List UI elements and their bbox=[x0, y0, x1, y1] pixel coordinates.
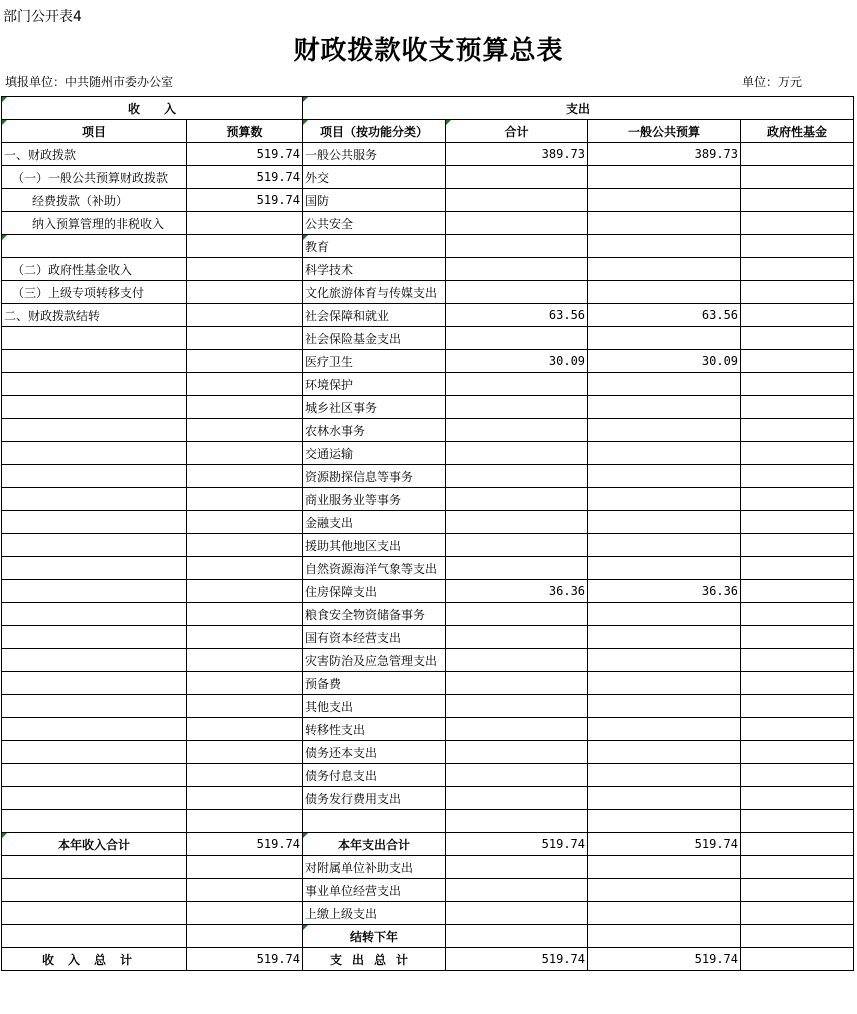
expense-item: 转移性支出 bbox=[303, 718, 446, 741]
table-row bbox=[2, 511, 854, 534]
expense-fund bbox=[741, 580, 854, 603]
income-item bbox=[2, 373, 187, 396]
table-row bbox=[2, 304, 854, 327]
year-income-total-label: 本年收入合计 bbox=[2, 833, 187, 856]
grand-total-row bbox=[2, 948, 854, 971]
expense-total bbox=[446, 488, 588, 511]
table-row bbox=[2, 143, 854, 166]
expense-general bbox=[588, 718, 741, 741]
expense-item: 文化旅游体育与传媒支出 bbox=[303, 281, 446, 304]
table-row bbox=[2, 925, 854, 948]
income-value bbox=[187, 787, 303, 810]
expense-general bbox=[588, 810, 741, 833]
expense-total bbox=[446, 557, 588, 580]
income-item bbox=[2, 649, 187, 672]
expense-fund bbox=[741, 143, 854, 166]
income-value bbox=[187, 212, 303, 235]
expense-general bbox=[588, 764, 741, 787]
expense-general bbox=[588, 557, 741, 580]
expense-item bbox=[303, 810, 446, 833]
income-value bbox=[187, 580, 303, 603]
expense-item: 上缴上级支出 bbox=[303, 902, 446, 925]
expense-general bbox=[588, 235, 741, 258]
expense-general bbox=[588, 787, 741, 810]
expense-total bbox=[446, 442, 588, 465]
table-row bbox=[2, 419, 854, 442]
expense-fund bbox=[741, 281, 854, 304]
expense-item: 债务发行费用支出 bbox=[303, 787, 446, 810]
expense-general bbox=[588, 511, 741, 534]
income-item: （二）政府性基金收入 bbox=[2, 258, 187, 281]
year-expense-general: 519.74 bbox=[588, 833, 741, 856]
expense-total: 36.36 bbox=[446, 580, 588, 603]
table-row bbox=[2, 281, 854, 304]
income-value bbox=[187, 626, 303, 649]
expense-fund bbox=[741, 902, 854, 925]
unit-label: 单位：万元 bbox=[742, 75, 803, 89]
expense-fund bbox=[741, 373, 854, 396]
expense-fund bbox=[741, 557, 854, 580]
expense-general bbox=[588, 534, 741, 557]
income-item bbox=[2, 419, 187, 442]
expense-general bbox=[588, 856, 741, 879]
expense-item: 社会保险基金支出 bbox=[303, 327, 446, 350]
col-item: 项目 bbox=[2, 120, 187, 143]
expense-fund bbox=[741, 879, 854, 902]
expense-fund bbox=[741, 672, 854, 695]
income-value bbox=[187, 511, 303, 534]
expense-general bbox=[588, 649, 741, 672]
table-row bbox=[2, 580, 854, 603]
expense-total bbox=[446, 258, 588, 281]
table-row bbox=[2, 488, 854, 511]
expense-item: 外交 bbox=[303, 166, 446, 189]
expense-general bbox=[588, 672, 741, 695]
col-budget: 预算数 bbox=[187, 120, 303, 143]
table-row bbox=[2, 258, 854, 281]
expense-item: 教育 bbox=[303, 235, 446, 258]
expense-total bbox=[446, 235, 588, 258]
expense-total bbox=[446, 649, 588, 672]
year-income-total-value: 519.74 bbox=[187, 833, 303, 856]
expense-general bbox=[588, 396, 741, 419]
expense-total bbox=[446, 534, 588, 557]
expense-fund bbox=[741, 465, 854, 488]
table-row bbox=[2, 327, 854, 350]
income-item bbox=[2, 695, 187, 718]
income-item bbox=[2, 396, 187, 419]
table-row bbox=[2, 189, 854, 212]
income-item bbox=[2, 488, 187, 511]
expense-total bbox=[446, 718, 588, 741]
expense-header: 支出 bbox=[303, 97, 854, 120]
expense-total bbox=[446, 695, 588, 718]
expense-item: 结转下年 bbox=[303, 925, 446, 948]
expense-item: 环境保护 bbox=[303, 373, 446, 396]
income-value bbox=[187, 258, 303, 281]
table-row bbox=[2, 856, 854, 879]
expense-fund bbox=[741, 603, 854, 626]
expense-item: 医疗卫生 bbox=[303, 350, 446, 373]
table-row bbox=[2, 741, 854, 764]
page-title: 财政拨款收支预算总表 bbox=[293, 36, 564, 66]
table-row bbox=[2, 672, 854, 695]
expense-general: 389.73 bbox=[588, 143, 741, 166]
expense-fund bbox=[741, 925, 854, 948]
expense-fund bbox=[741, 212, 854, 235]
expense-fund bbox=[741, 741, 854, 764]
expense-item: 其他支出 bbox=[303, 695, 446, 718]
col-general: 一般公共预算 bbox=[588, 120, 741, 143]
grand-income-total-label: 收入总计 bbox=[2, 948, 187, 971]
year-expense-total-label: 本年支出合计 bbox=[303, 833, 446, 856]
income-item bbox=[2, 350, 187, 373]
expense-fund bbox=[741, 327, 854, 350]
income-value: 519.74 bbox=[187, 166, 303, 189]
income-item bbox=[2, 902, 187, 925]
col-func-item: 项目（按功能分类） bbox=[303, 120, 446, 143]
expense-fund bbox=[741, 258, 854, 281]
income-value bbox=[187, 304, 303, 327]
table-row bbox=[2, 350, 854, 373]
table-row bbox=[2, 396, 854, 419]
table-row bbox=[2, 603, 854, 626]
expense-total: 63.56 bbox=[446, 304, 588, 327]
income-item: 经费拨款（补助） bbox=[2, 189, 187, 212]
year-total-row bbox=[2, 833, 854, 856]
year-expense-total: 519.74 bbox=[446, 833, 588, 856]
expense-fund bbox=[741, 350, 854, 373]
expense-total bbox=[446, 879, 588, 902]
expense-general bbox=[588, 465, 741, 488]
expense-general bbox=[588, 212, 741, 235]
income-value bbox=[187, 534, 303, 557]
expense-item: 灾害防治及应急管理支出 bbox=[303, 649, 446, 672]
income-value bbox=[187, 902, 303, 925]
expense-general bbox=[588, 373, 741, 396]
expense-general bbox=[588, 603, 741, 626]
expense-general bbox=[588, 925, 741, 948]
expense-fund bbox=[741, 488, 854, 511]
income-value bbox=[187, 741, 303, 764]
table-row bbox=[2, 902, 854, 925]
expense-item: 住房保障支出 bbox=[303, 580, 446, 603]
col-fund: 政府性基金 bbox=[741, 120, 854, 143]
expense-fund bbox=[741, 396, 854, 419]
expense-total bbox=[446, 511, 588, 534]
income-item: （一）一般公共预算财政拨款 bbox=[2, 166, 187, 189]
income-item bbox=[2, 235, 187, 258]
income-value bbox=[187, 396, 303, 419]
expense-general bbox=[588, 488, 741, 511]
expense-general bbox=[588, 902, 741, 925]
expense-total bbox=[446, 419, 588, 442]
table-row bbox=[2, 235, 854, 258]
income-value bbox=[187, 879, 303, 902]
expense-total bbox=[446, 810, 588, 833]
income-value bbox=[187, 419, 303, 442]
income-value bbox=[187, 925, 303, 948]
expense-item: 公共安全 bbox=[303, 212, 446, 235]
expense-item: 债务还本支出 bbox=[303, 741, 446, 764]
income-value bbox=[187, 488, 303, 511]
table-row bbox=[2, 626, 854, 649]
expense-total bbox=[446, 741, 588, 764]
expense-item: 债务付息支出 bbox=[303, 764, 446, 787]
grand-expense-fund bbox=[741, 948, 854, 971]
income-value bbox=[187, 764, 303, 787]
expense-total bbox=[446, 166, 588, 189]
expense-item: 交通运输 bbox=[303, 442, 446, 465]
income-value bbox=[187, 603, 303, 626]
expense-item: 预备费 bbox=[303, 672, 446, 695]
income-item bbox=[2, 626, 187, 649]
expense-general: 63.56 bbox=[588, 304, 741, 327]
expense-total bbox=[446, 856, 588, 879]
table-row bbox=[2, 787, 854, 810]
expense-total: 389.73 bbox=[446, 143, 588, 166]
expense-total bbox=[446, 465, 588, 488]
grand-expense-total: 519.74 bbox=[446, 948, 588, 971]
col-total: 合计 bbox=[446, 120, 588, 143]
expense-general bbox=[588, 327, 741, 350]
income-item bbox=[2, 879, 187, 902]
income-item bbox=[2, 465, 187, 488]
expense-item: 资源勘探信息等事务 bbox=[303, 465, 446, 488]
table-row bbox=[2, 810, 854, 833]
income-value bbox=[187, 373, 303, 396]
expense-item: 一般公共服务 bbox=[303, 143, 446, 166]
expense-general bbox=[588, 419, 741, 442]
income-value bbox=[187, 557, 303, 580]
income-value bbox=[187, 718, 303, 741]
income-value bbox=[187, 856, 303, 879]
income-item bbox=[2, 787, 187, 810]
grand-expense-general: 519.74 bbox=[588, 948, 741, 971]
expense-item: 对附属单位补助支出 bbox=[303, 856, 446, 879]
expense-fund bbox=[741, 856, 854, 879]
table-row bbox=[2, 764, 854, 787]
expense-fund bbox=[741, 695, 854, 718]
grand-income-total-value: 519.74 bbox=[187, 948, 303, 971]
income-item bbox=[2, 764, 187, 787]
expense-fund bbox=[741, 235, 854, 258]
income-item bbox=[2, 557, 187, 580]
expense-item: 农林水事务 bbox=[303, 419, 446, 442]
expense-item: 社会保障和就业 bbox=[303, 304, 446, 327]
income-value: 519.74 bbox=[187, 143, 303, 166]
income-value: 519.74 bbox=[187, 189, 303, 212]
expense-item: 国有资本经营支出 bbox=[303, 626, 446, 649]
expense-item: 科学技术 bbox=[303, 258, 446, 281]
income-item bbox=[2, 580, 187, 603]
expense-fund bbox=[741, 189, 854, 212]
expense-total bbox=[446, 373, 588, 396]
income-item bbox=[2, 442, 187, 465]
table-row bbox=[2, 695, 854, 718]
expense-fund bbox=[741, 166, 854, 189]
expense-fund bbox=[741, 810, 854, 833]
expense-item: 援助其他地区支出 bbox=[303, 534, 446, 557]
income-item: （三）上级专项转移支付 bbox=[2, 281, 187, 304]
expense-general: 30.09 bbox=[588, 350, 741, 373]
expense-item: 商业服务业等事务 bbox=[303, 488, 446, 511]
income-item bbox=[2, 741, 187, 764]
expense-fund bbox=[741, 511, 854, 534]
grand-expense-total-label: 支出总计 bbox=[303, 948, 446, 971]
income-value bbox=[187, 695, 303, 718]
expense-general bbox=[588, 879, 741, 902]
table-row bbox=[2, 534, 854, 557]
expense-general bbox=[588, 626, 741, 649]
expense-item: 城乡社区事务 bbox=[303, 396, 446, 419]
table-row bbox=[2, 879, 854, 902]
income-item bbox=[2, 718, 187, 741]
year-expense-fund bbox=[741, 833, 854, 856]
expense-fund bbox=[741, 764, 854, 787]
expense-total bbox=[446, 764, 588, 787]
expense-total bbox=[446, 902, 588, 925]
table-row bbox=[2, 166, 854, 189]
expense-general: 36.36 bbox=[588, 580, 741, 603]
income-item: 纳入预算管理的非税收入 bbox=[2, 212, 187, 235]
expense-total bbox=[446, 327, 588, 350]
income-item: 一、财政拨款 bbox=[2, 143, 187, 166]
expense-general bbox=[588, 281, 741, 304]
income-value bbox=[187, 672, 303, 695]
expense-item: 粮食安全物资储备事务 bbox=[303, 603, 446, 626]
expense-total bbox=[446, 787, 588, 810]
expense-fund bbox=[741, 304, 854, 327]
expense-general bbox=[588, 741, 741, 764]
income-item bbox=[2, 511, 187, 534]
corner-label: 部门公开表4 bbox=[3, 9, 82, 25]
income-item bbox=[2, 925, 187, 948]
income-value bbox=[187, 281, 303, 304]
table-row bbox=[2, 373, 854, 396]
income-value bbox=[187, 810, 303, 833]
expense-total bbox=[446, 189, 588, 212]
expense-fund bbox=[741, 718, 854, 741]
income-header: 收 入 bbox=[2, 97, 303, 120]
expense-total bbox=[446, 925, 588, 948]
expense-total bbox=[446, 626, 588, 649]
expense-fund bbox=[741, 787, 854, 810]
expense-general bbox=[588, 695, 741, 718]
table-row bbox=[2, 442, 854, 465]
expense-total bbox=[446, 396, 588, 419]
budget-table bbox=[1, 96, 854, 971]
table-row bbox=[2, 212, 854, 235]
expense-item: 国防 bbox=[303, 189, 446, 212]
income-item bbox=[2, 810, 187, 833]
table-row bbox=[2, 557, 854, 580]
expense-total bbox=[446, 603, 588, 626]
expense-general bbox=[588, 258, 741, 281]
income-value bbox=[187, 649, 303, 672]
table-row bbox=[2, 718, 854, 741]
filler-unit: 填报单位：中共随州市委办公室 bbox=[5, 75, 174, 89]
income-item bbox=[2, 672, 187, 695]
expense-total: 30.09 bbox=[446, 350, 588, 373]
income-item bbox=[2, 603, 187, 626]
expense-fund bbox=[741, 649, 854, 672]
expense-total bbox=[446, 281, 588, 304]
expense-total bbox=[446, 672, 588, 695]
expense-general bbox=[588, 189, 741, 212]
expense-fund bbox=[741, 419, 854, 442]
expense-total bbox=[446, 212, 588, 235]
income-item bbox=[2, 327, 187, 350]
income-value bbox=[187, 350, 303, 373]
expense-item: 金融支出 bbox=[303, 511, 446, 534]
income-item bbox=[2, 534, 187, 557]
expense-general bbox=[588, 166, 741, 189]
table-row bbox=[2, 649, 854, 672]
expense-fund bbox=[741, 626, 854, 649]
expense-item: 事业单位经营支出 bbox=[303, 879, 446, 902]
table-row bbox=[2, 465, 854, 488]
income-value bbox=[187, 327, 303, 350]
income-value bbox=[187, 465, 303, 488]
income-item: 二、财政拨款结转 bbox=[2, 304, 187, 327]
expense-fund bbox=[741, 442, 854, 465]
expense-fund bbox=[741, 534, 854, 557]
income-value bbox=[187, 442, 303, 465]
income-item bbox=[2, 856, 187, 879]
income-value bbox=[187, 235, 303, 258]
expense-item: 自然资源海洋气象等支出 bbox=[303, 557, 446, 580]
expense-general bbox=[588, 442, 741, 465]
